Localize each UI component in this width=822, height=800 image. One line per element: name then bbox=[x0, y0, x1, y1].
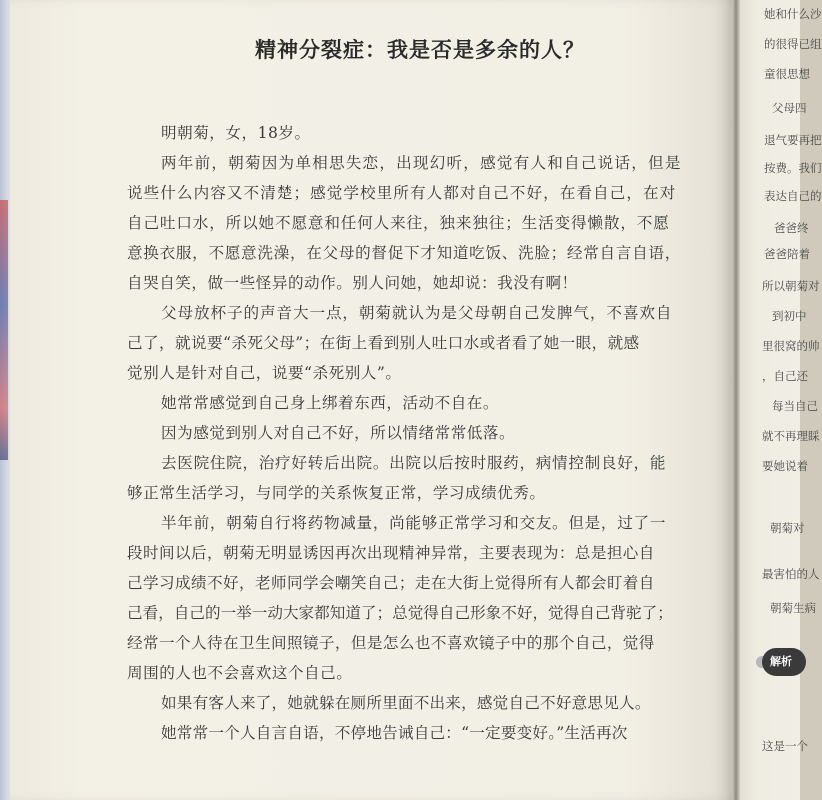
analysis-badge bbox=[762, 648, 800, 678]
right-page-fragment: 退气要再把 bbox=[764, 133, 822, 147]
paragraph-line: 她常常感觉到自己身上绑着东西，活动不自在。 bbox=[161, 394, 499, 412]
right-page-fragment: 她和什么沙 bbox=[764, 7, 822, 21]
right-page-fragment: 每当自己 bbox=[772, 399, 818, 413]
paragraph-line: 周围的人也不会喜欢这个自己。 bbox=[127, 664, 353, 682]
paragraph-line: 明朝菊，女，18岁。 bbox=[161, 124, 311, 142]
paragraph-line: 己学习成绩不好，老师同学会嘲笑自己；走在大街上觉得所有人都会盯着自 bbox=[127, 574, 655, 592]
right-page-fragment: 父母四 bbox=[772, 101, 807, 115]
chapter-title: 精神分裂症：我是否是多余的人？ bbox=[255, 38, 585, 62]
right-page-fragment: 的很得已组 bbox=[764, 37, 822, 51]
right-page-fragment: ，自己还 bbox=[762, 369, 808, 383]
right-page-fragment: 朝菊生病 bbox=[770, 601, 816, 615]
left-page bbox=[10, 0, 734, 800]
paragraph-line: 半年前，朝菊自行将药物减量，尚能够正常学习和交友。但是，过了一 bbox=[161, 514, 667, 532]
paragraph-line: 己看，自己的一举一动大家都知道了；总觉得自己形象不好，觉得自己背驼了； bbox=[127, 604, 673, 622]
paragraph-line: 自哭自笑，做一些怪异的动作。别人问她，她却说：我没有啊！ bbox=[127, 274, 578, 292]
right-page-fragment: 朝菊对 bbox=[770, 521, 805, 535]
paragraph-line: 意换衣服，不愿意洗澡，在父母的督促下才知道吃饭、洗脸；经常自言自语， bbox=[127, 244, 681, 262]
paragraph-line: 自己吐口水，所以她不愿意和任何人来往，独来独往；生活变得懒散，不愿 bbox=[127, 214, 670, 232]
paragraph-line: 因为感觉到别人对自己不好，所以情绪常常低落。 bbox=[161, 424, 516, 442]
paragraph-line: 经常一个人待在卫生间照镜子，但是怎么也不喜欢镜子中的那个自己，觉得 bbox=[127, 634, 655, 652]
right-page-fragment: 这是一个 bbox=[762, 739, 808, 753]
paragraph-line: 段时间以后，朝菊无明显诱因再次出现精神异常，主要表现为：总是担心自 bbox=[127, 544, 655, 562]
right-page-fragment: 所以朝菊对 bbox=[762, 279, 820, 293]
right-page-fragment: 表达自己的 bbox=[764, 189, 822, 203]
analysis-badge-label: 解析 bbox=[762, 648, 806, 676]
right-page-fragment: 最害怕的人 bbox=[762, 567, 820, 581]
right-page-fragment: 童很思想 bbox=[764, 67, 810, 81]
paragraph-line: 说些什么内容又不清楚；感觉学校里所有人都对自己不好，在看自己，在对 bbox=[127, 184, 677, 202]
right-page-fragment: 爸爸终 bbox=[774, 221, 809, 235]
paragraph-line: 两年前，朝菊因为单相思失恋，出现幻听，感觉有人和自己说话，但是 bbox=[161, 154, 682, 172]
book-gutter bbox=[732, 0, 740, 800]
right-page-fragment: 就不再理睬 bbox=[762, 429, 820, 443]
paragraph-line: 如果有客人来了，她就躲在厕所里面不出来，感觉自己不好意思见人。 bbox=[161, 694, 651, 712]
right-page-fragment: 里很窝的帅 bbox=[762, 339, 820, 353]
right-page-fragment: 要她说着 bbox=[762, 459, 808, 473]
paragraph-line: 够正常生活学习，与同学的关系恢复正常，学习成绩优秀。 bbox=[127, 484, 546, 502]
right-page-fragment: 到初中 bbox=[772, 309, 807, 323]
paragraph-line: 己了，就说要“杀死父母”；在街上看到别人吐口水或者看了她一眼，就感 bbox=[127, 334, 640, 352]
right-page-fragment: 按费。我们 bbox=[764, 161, 822, 175]
paragraph-line: 父母放杯子的声音大一点，朝菊就认为是父母朝自己发脾气，不喜欢自 bbox=[161, 304, 673, 322]
paragraph-line: 觉别人是针对自己，说要“杀死别人”。 bbox=[127, 364, 402, 382]
right-page-fragment: 爸爸陪着 bbox=[764, 247, 810, 261]
book-cover-edge bbox=[0, 200, 8, 460]
paragraph-line: 去医院住院，治疗好转后出院。出院以后按时服药，病情控制良好，能 bbox=[161, 454, 667, 472]
paragraph-line: 她常常一个人自言自语，不停地告诫自己：“一定要变好。”生活再次 bbox=[161, 724, 628, 742]
right-page bbox=[740, 0, 822, 800]
